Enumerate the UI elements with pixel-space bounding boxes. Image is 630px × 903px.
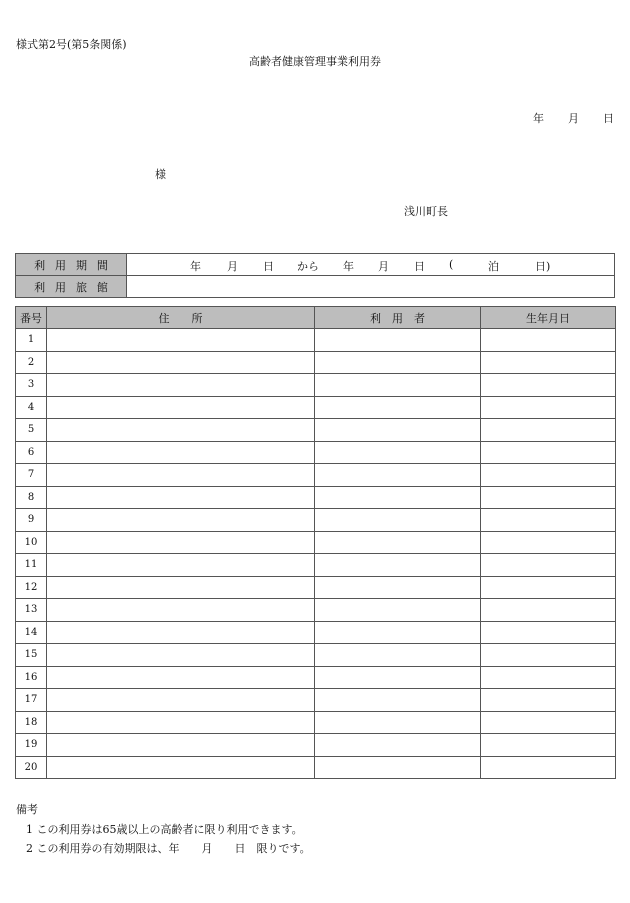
issuer-name: 浅川町長: [404, 205, 448, 218]
user-cell[interactable]: [315, 711, 481, 734]
user-cell[interactable]: [315, 419, 481, 442]
remarks-title: 備考: [16, 803, 38, 816]
row-number: 15: [16, 644, 47, 667]
birthdate-cell[interactable]: [481, 464, 616, 487]
header-address: 住 所: [47, 307, 315, 329]
table-row: [16, 419, 616, 442]
table-row: [16, 576, 616, 599]
table-row: [16, 644, 616, 667]
period-end-year: 年: [343, 260, 354, 273]
remark-item: 1 この利用券は65歳以上の高齢者に限り利用できます。: [26, 823, 303, 836]
row-number: 16: [16, 666, 47, 689]
birthdate-cell[interactable]: [481, 554, 616, 577]
row-number: 3: [16, 374, 47, 397]
address-cell[interactable]: [47, 464, 315, 487]
table-row: [16, 396, 616, 419]
user-cell[interactable]: [315, 621, 481, 644]
address-cell[interactable]: [47, 509, 315, 532]
user-cell[interactable]: [315, 554, 481, 577]
inn-row: [16, 276, 615, 298]
address-cell[interactable]: [47, 689, 315, 712]
birthdate-cell[interactable]: [481, 374, 616, 397]
birthdate-cell[interactable]: [481, 756, 616, 779]
user-cell[interactable]: [315, 734, 481, 757]
table-row: [16, 711, 616, 734]
table-row: [16, 531, 616, 554]
table-row: [16, 374, 616, 397]
period-paren-open: (: [449, 258, 454, 271]
period-start-month: 月: [227, 260, 238, 273]
birthdate-cell[interactable]: [481, 689, 616, 712]
address-cell[interactable]: [47, 351, 315, 374]
inn-value[interactable]: [127, 276, 615, 298]
year-label: 年: [533, 112, 544, 125]
birthdate-cell[interactable]: [481, 621, 616, 644]
row-number: 11: [16, 554, 47, 577]
birthdate-cell[interactable]: [481, 419, 616, 442]
address-cell[interactable]: [47, 554, 315, 577]
table-row: [16, 756, 616, 779]
row-number: 4: [16, 396, 47, 419]
table-row: [16, 351, 616, 374]
birthdate-cell[interactable]: [481, 644, 616, 667]
period-nights: 泊: [488, 260, 499, 273]
birthdate-cell[interactable]: [481, 329, 616, 352]
document-title: 高齢者健康管理事業利用券: [249, 55, 381, 68]
address-cell[interactable]: [47, 531, 315, 554]
period-label: 利用期間: [16, 254, 127, 276]
address-cell[interactable]: [47, 756, 315, 779]
row-number: 14: [16, 621, 47, 644]
period-days: 日): [535, 260, 551, 273]
row-number: 17: [16, 689, 47, 712]
user-cell[interactable]: [315, 329, 481, 352]
address-cell[interactable]: [47, 329, 315, 352]
birthdate-cell[interactable]: [481, 734, 616, 757]
period-table: [15, 253, 615, 298]
birthdate-cell[interactable]: [481, 441, 616, 464]
user-cell[interactable]: [315, 396, 481, 419]
addressee-suffix: 様: [155, 168, 166, 181]
user-cell[interactable]: [315, 441, 481, 464]
table-row: [16, 329, 616, 352]
birthdate-cell[interactable]: [481, 486, 616, 509]
issue-date: [533, 110, 614, 126]
address-cell[interactable]: [47, 441, 315, 464]
row-number: 1: [16, 329, 47, 352]
address-cell[interactable]: [47, 599, 315, 622]
row-number: 18: [16, 711, 47, 734]
user-cell[interactable]: [315, 576, 481, 599]
period-from: から: [297, 260, 319, 273]
address-cell[interactable]: [47, 419, 315, 442]
birthdate-cell[interactable]: [481, 576, 616, 599]
table-row: [16, 441, 616, 464]
header-user: 利 用 者: [315, 307, 481, 329]
row-number: 8: [16, 486, 47, 509]
address-cell[interactable]: [47, 396, 315, 419]
row-number: 6: [16, 441, 47, 464]
table-row: [16, 486, 616, 509]
inn-label: 利用旅館: [16, 276, 127, 298]
address-cell[interactable]: [47, 374, 315, 397]
period-end-month: 月: [378, 260, 389, 273]
month-label: 月: [568, 112, 579, 125]
user-cell[interactable]: [315, 666, 481, 689]
row-number: 19: [16, 734, 47, 757]
user-cell[interactable]: [315, 689, 481, 712]
period-row: [16, 254, 615, 276]
user-cell[interactable]: [315, 374, 481, 397]
address-cell[interactable]: [47, 621, 315, 644]
row-number: 10: [16, 531, 47, 554]
table-row: [16, 554, 616, 577]
day-label: 日: [603, 112, 614, 125]
address-cell[interactable]: [47, 666, 315, 689]
birthdate-cell[interactable]: [481, 351, 616, 374]
birthdate-cell[interactable]: [481, 509, 616, 532]
address-cell[interactable]: [47, 644, 315, 667]
user-cell[interactable]: [315, 599, 481, 622]
period-start-year: 年: [190, 260, 201, 273]
row-number: 7: [16, 464, 47, 487]
row-number: 20: [16, 756, 47, 779]
address-cell[interactable]: [47, 576, 315, 599]
user-cell[interactable]: [315, 531, 481, 554]
birthdate-cell[interactable]: [481, 396, 616, 419]
row-number: 5: [16, 419, 47, 442]
table-row: [16, 734, 616, 757]
period-value[interactable]: [127, 254, 615, 276]
user-cell[interactable]: [315, 351, 481, 374]
address-cell[interactable]: [47, 486, 315, 509]
birthdate-cell[interactable]: [481, 666, 616, 689]
table-row: [16, 509, 616, 532]
header-number: 番号: [16, 307, 47, 329]
users-table: [15, 306, 616, 779]
row-number: 9: [16, 509, 47, 532]
user-cell[interactable]: [315, 644, 481, 667]
users-header-row: [16, 307, 616, 329]
birthdate-cell[interactable]: [481, 599, 616, 622]
birthdate-cell[interactable]: [481, 711, 616, 734]
row-number: 2: [16, 351, 47, 374]
user-cell[interactable]: [315, 509, 481, 532]
row-number: 13: [16, 599, 47, 622]
row-number: 12: [16, 576, 47, 599]
user-cell[interactable]: [315, 486, 481, 509]
table-row: [16, 689, 616, 712]
period-start-day: 日: [263, 260, 274, 273]
form-number: 様式第2号(第5条関係): [16, 38, 127, 51]
period-end-day: 日: [414, 260, 425, 273]
birthdate-cell[interactable]: [481, 531, 616, 554]
address-cell[interactable]: [47, 711, 315, 734]
user-cell[interactable]: [315, 464, 481, 487]
remark-item: 2 この利用券の有効期限は、年 月 日 限りです。: [26, 842, 311, 855]
table-row: [16, 666, 616, 689]
table-row: [16, 621, 616, 644]
user-cell[interactable]: [315, 756, 481, 779]
address-cell[interactable]: [47, 734, 315, 757]
header-birthdate: 生年月日: [481, 307, 616, 329]
table-row: [16, 464, 616, 487]
table-row: [16, 599, 616, 622]
